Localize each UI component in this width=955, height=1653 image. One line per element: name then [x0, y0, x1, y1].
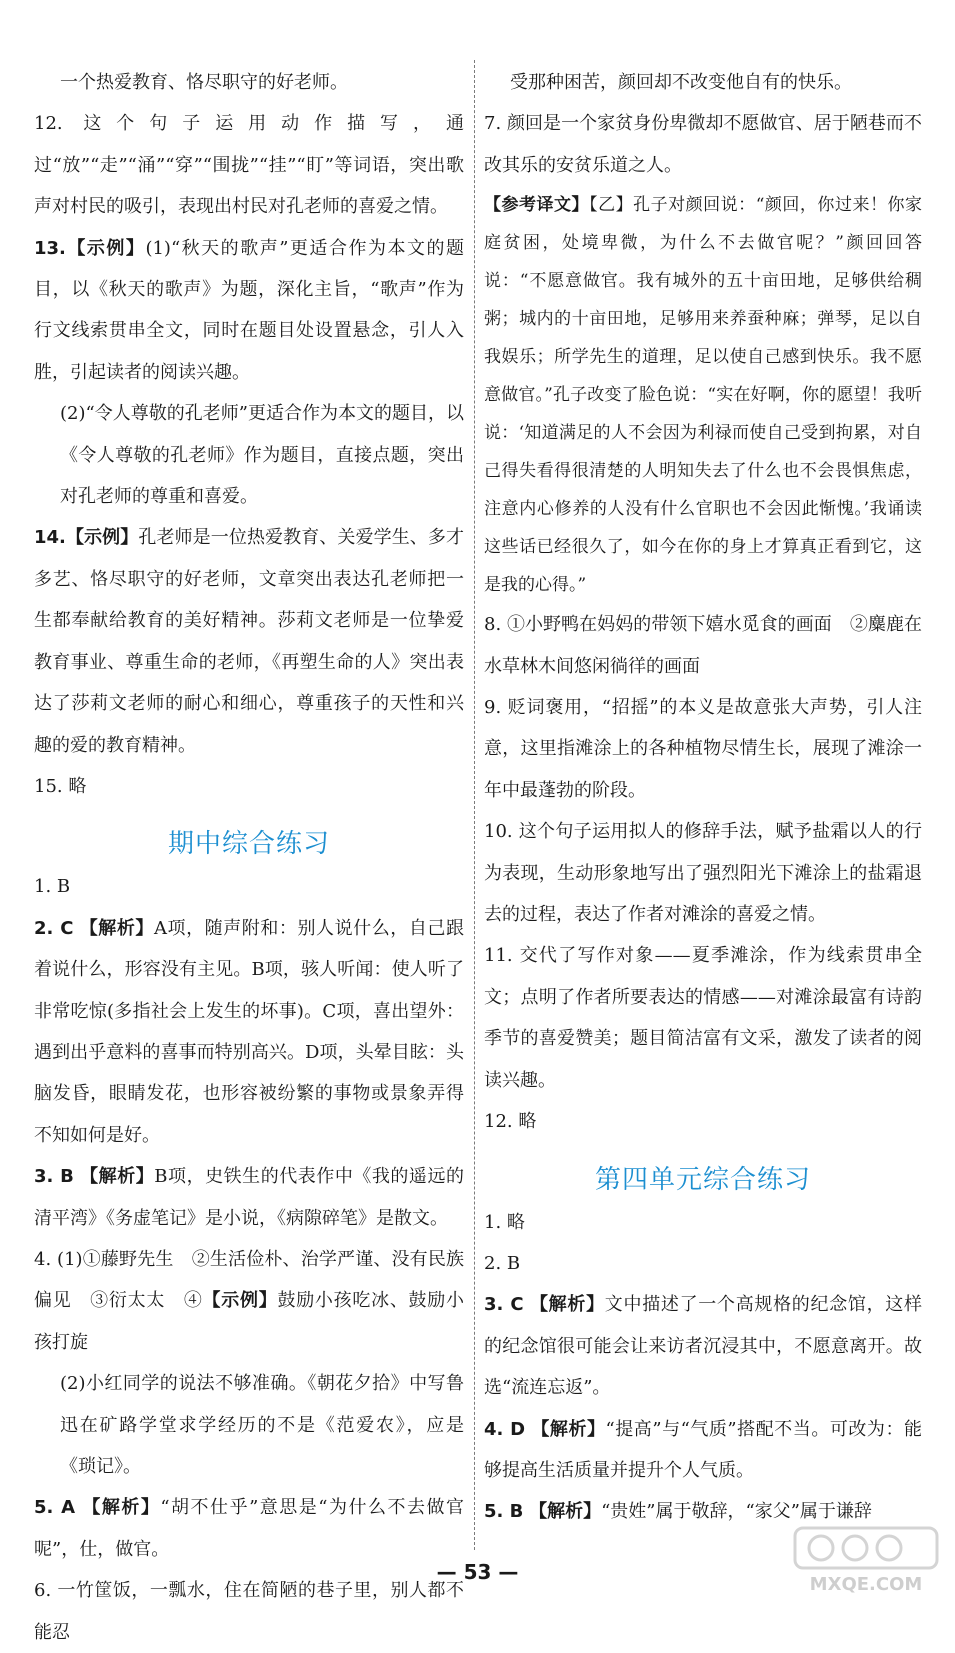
midterm-answer-5: [34, 1487, 464, 1570]
reference-tag: 【参考译文】: [484, 195, 590, 216]
midterm-answer-10: 10. 这个句子运用拟人的修辞手法，赋予盐霜以人的行为表现，生动形象地写出了强烈阳光下滩涂上的盐霜退去的过程，表达了作者对滩涂的喜爱之情。: [484, 821, 922, 926]
reference-translation: [484, 186, 922, 604]
midterm-answer-2: [34, 908, 464, 1156]
unit4-answer-4-text: “提高”与“气质”搭配不当。可改为：能够提高生活质量并提升个人气质。: [484, 1418, 922, 1481]
midterm-answer-9: 9. 贬词褒用，“招摇”的本义是故意张大声势，引人注意，这里指滩涂上的各种植物尽情生长，展现了滩涂一年中最蓬勃的阶段。: [484, 697, 922, 801]
answer-12: 12. 这个句子运用动作描写，通过“放”“走”“涌”“穿”“围拢”“挂”“盯”等词语，突出歌声对村民的吸引，表现出村民对孔老师的喜爱之情。: [34, 113, 464, 218]
midterm-answer-7: 7. 颜回是一个家贫身份卑微却不愿做官、居于陋巷而不改其乐的安贫乐道之人。: [484, 113, 922, 176]
midterm-answer-4: [34, 1239, 464, 1363]
example-tag: 【示例】: [65, 237, 146, 259]
unit4-answer-4: [484, 1409, 922, 1492]
analysis-tag: 【解析】: [82, 1497, 161, 1519]
answer-number: 2. C: [34, 917, 74, 939]
analysis-tag: 【解析】: [529, 1294, 605, 1316]
unit4-answer-2: 2. B: [484, 1252, 521, 1274]
analysis-tag: 【解析】: [80, 1166, 155, 1188]
midterm-answer-4-text: 4. (1)①藤野先生 ②生活俭朴、治学严谨、没有民族偏见 ③衍太太 ④: [34, 1248, 464, 1312]
answer-13: [34, 228, 464, 394]
answer-13-part1: (1)“秋天的歌声”更适合作为本文的题目，以《秋天的歌声》为题，深化主旨，“歌声”作为行文线索贯串全文，同时在题目处设置悬念，引人入胜，引起读者的阅读兴趣。: [34, 237, 465, 383]
column-divider: [474, 60, 475, 1550]
midterm-answer-3-text: B项，史铁生的代表作中《我的遥远的清平湾》《务虚笔记》是小说，《病隙碎笔》是散文。: [34, 1166, 464, 1229]
unit4-answer-3-text: 文中描述了一个高规格的纪念馆，这样的纪念馆很可能会让来访者沉浸其中，不愿意离开。故选“流连忘返”。: [484, 1294, 923, 1399]
answer-14: [34, 517, 464, 765]
midterm-answer-8: 8. ①小野鸭在妈妈的带领下嬉水觅食的画面 ②麋鹿在水草林木间悠闲徜徉的画面: [484, 614, 922, 677]
answer-11-continuation: 一个热爱教育、恪尽职守的好老师。: [60, 72, 348, 93]
answer-number: 14.: [34, 527, 66, 549]
midterm-answer-12: 12. 略: [484, 1111, 537, 1133]
section-heading-unit4: 第四单元综合练习: [594, 1164, 811, 1195]
answer-number: 3. B: [34, 1166, 74, 1188]
midterm-answer-11: 11. 交代了写作对象——夏季滩涂，作为线索贯串全文；点明了作者所要表达的情感——对滩涂最富有诗韵季节的喜爱赞美；题目简洁富有文采，激发了读者的阅读兴趣。: [484, 945, 922, 1091]
midterm-answer-1: 1. B: [34, 876, 71, 898]
answer-13-part2: (2)“令人尊敬的孔老师”更适合作为本文的题目，以《令人尊敬的孔老师》作为题目，直接点题，突出对孔老师的尊重和喜爱。: [60, 403, 464, 508]
section-heading-midterm: 期中综合练习: [167, 829, 330, 860]
midterm-answer-3: [34, 1156, 464, 1239]
unit4-answer-1: 1. 略: [484, 1211, 525, 1233]
midterm-answer-2-text: A项，随声附和：别人说什么，自己跟着说什么，形容没有主见。B项，骇人听闻：使人听了非常吃惊(多指社会上发生的坏事)。C项，喜出望外：遇到出乎意料的喜事而特别高兴。D项，头晕目眩：头脑发昏，眼睛发花，也形容被纷繁的事物或景象弄得不知如何是好。: [34, 917, 465, 1146]
analysis-tag: 【解析】: [79, 917, 154, 939]
analysis-tag: 【解析】: [531, 1418, 606, 1440]
unit4-answer-5-text: “贵姓”属于敬辞，“家父”属于谦辞: [601, 1501, 872, 1523]
answer-14-text: 孔老师是一位热爱教育、关爱学生、多才多艺、恪尽职守的好老师，文章突出表达孔老师把一生都奉献给教育的美好精神。莎莉文老师是一位挚爱教育事业、尊重生命的老师，《再塑生命的人》突出表达了莎莉文老师的耐心和细心，尊重孩子的天性和兴趣的爱的教育精神。: [34, 527, 465, 756]
midterm-answer-4-part2: (2)小红同学的说法不够准确。《朝花夕拾》中写鲁迅在矿路学堂求学经历的不是《范爱农》，应是《琐记》。: [60, 1373, 464, 1477]
answer-6-continuation: 受那种困苦，颜回却不改变他自有的快乐。: [510, 72, 852, 93]
midterm-answer-4-text2: 鼓励小孩吃冰、鼓励小孩打旋: [34, 1290, 465, 1353]
left-column: [34, 62, 464, 1653]
watermark-logo: [791, 1524, 941, 1596]
midterm-answer-5-text: “胡不仕乎”意思是“为什么不去做官呢”，仕，做官。: [34, 1497, 465, 1560]
analysis-tag: 【解析】: [529, 1501, 602, 1523]
reference-translation-text: 【乙】孔子对颜回说：“颜回，你过来！你家庭贫困，处境卑微，为什么不去做官呢？”颜回回答说：“不愿意做官。我有城外的五十亩田地，足够供给稠粥；城内的十亩田地，足够用来养蚕种麻；弹琴，足以自我娱乐；所学先生的道理，足以使自己感到快乐。我不愿意做官。”孔子改变了脸色说：“实在好啊，你的愿望！我听说：‘知道满足的人不会因为利禄而使自己受到拘累，对自己得失看得很清楚的人明知失去了什么也不会畏惧焦虑，注意内心修养的人没有什么官职也不会因此惭愧。’我诵读这些话已经很久了，如今在你的身上才算真正看到它，这是我的心得。”: [484, 195, 922, 596]
answer-15: 15. 略: [34, 775, 87, 797]
answer-number: 4. D: [484, 1418, 526, 1440]
unit4-answer-3: [484, 1284, 922, 1408]
watermark-text: MXQE.COM: [809, 1574, 923, 1595]
midterm-answer-6: 6. 一竹筐饭，一瓢水，住在简陋的巷子里，别人都不能忍: [34, 1580, 464, 1643]
answer-number: 5. A: [34, 1497, 76, 1519]
answer-number: 3. C: [484, 1294, 524, 1316]
answer-number: 5. B: [484, 1501, 524, 1523]
right-column: [484, 62, 922, 1533]
answer-number: 13.: [34, 237, 66, 259]
example-tag: 【示例】: [202, 1290, 278, 1312]
example-tag: 【示例】: [65, 527, 139, 549]
page-number: — 53 —: [436, 1560, 519, 1584]
